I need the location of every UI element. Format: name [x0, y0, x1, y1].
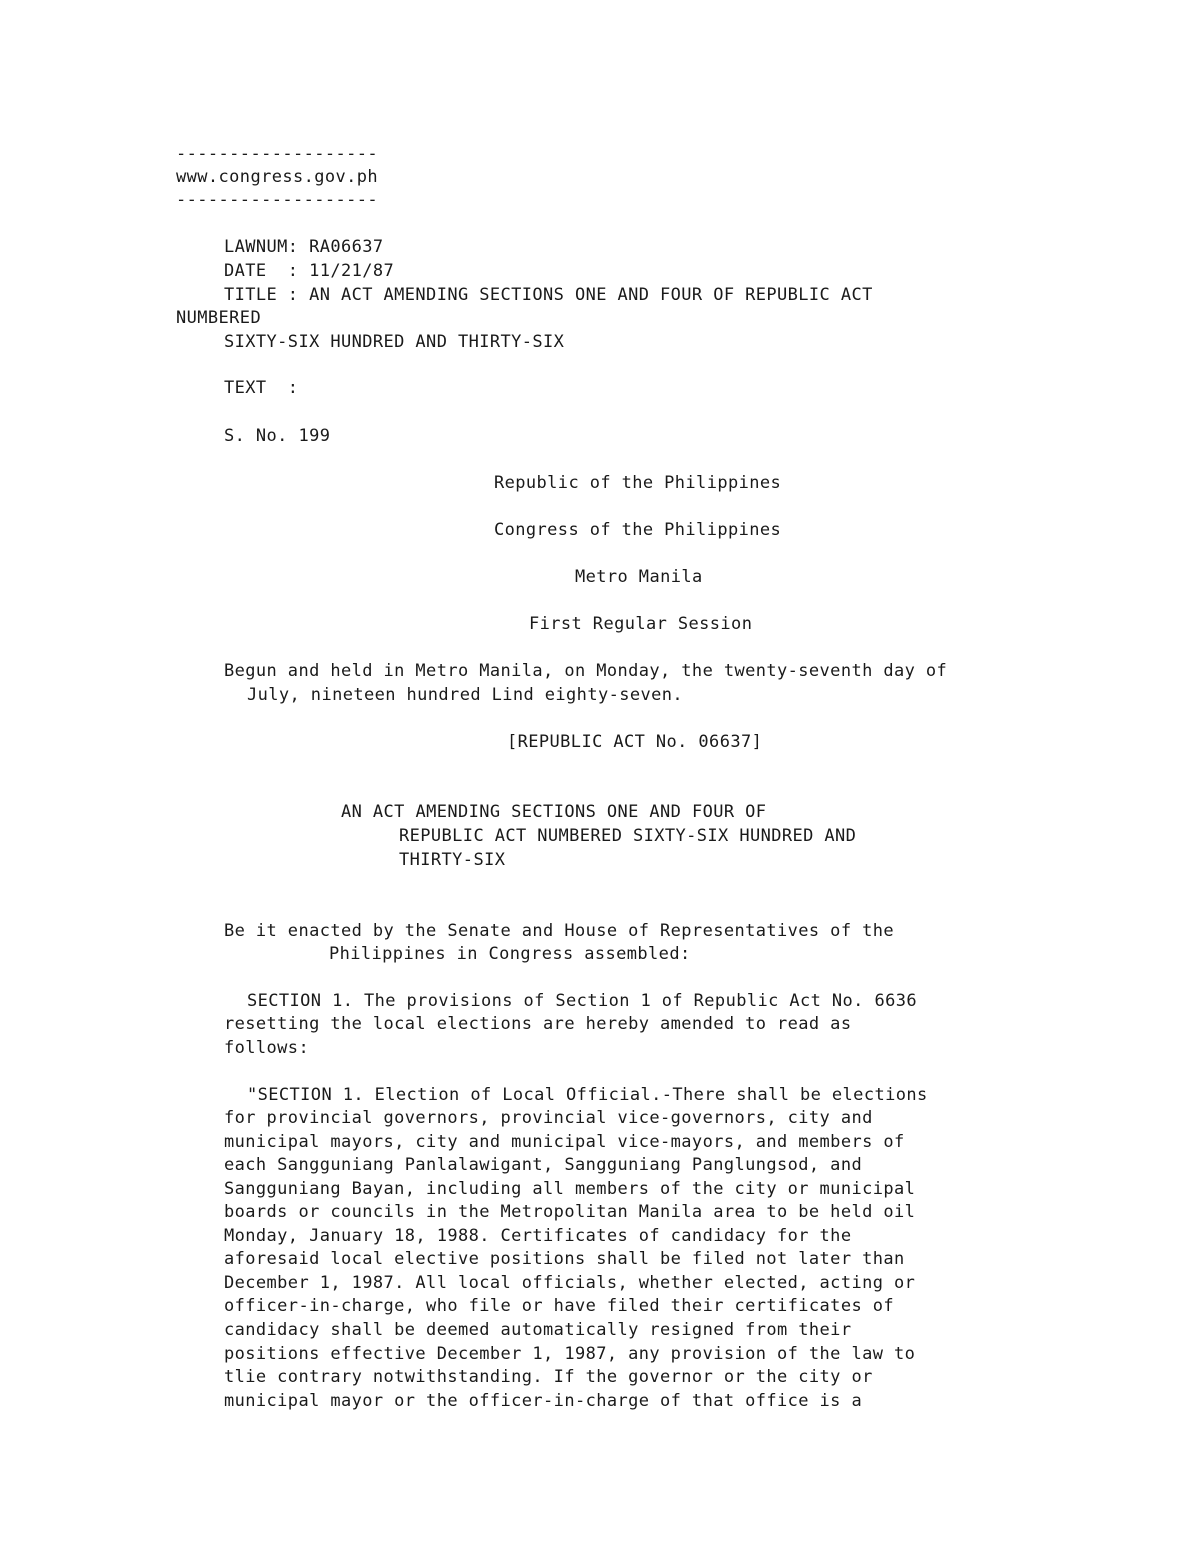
heading-congress: Congress of the Philippines	[494, 520, 782, 540]
quoted-line: municipal mayor or the officer-in-charge of that office is a	[224, 1391, 863, 1411]
enacting-line1: Be it enacted by the Senate and House of Representatives of the	[224, 921, 894, 941]
enacting-line2: Philippines in Congress assembled:	[329, 944, 691, 964]
heading-location: Metro Manila	[575, 567, 703, 587]
meta-title-line1: TITLE : AN ACT AMENDING SECTIONS ONE AND FOUR OF REPUBLIC ACT	[224, 285, 873, 305]
meta-text-label: TEXT :	[224, 378, 299, 398]
section1-line2: resetting the local elections are hereby amended to read as	[224, 1014, 852, 1034]
meta-date: DATE : 11/21/87	[224, 261, 395, 281]
quoted-line: tlie contrary notwithstanding. If the governor or the city or	[224, 1367, 873, 1387]
quoted-line: boards or councils in the Metropolitan Manila area to be held oil	[224, 1202, 916, 1222]
act-title-line1: AN ACT AMENDING SECTIONS ONE AND FOUR OF	[341, 802, 767, 822]
quoted-line: each Sangguniang Panlalawigant, Sangguniang Panglungsod, and	[224, 1155, 863, 1175]
quoted-line: municipal mayors, city and municipal vice-mayors, and members of	[224, 1132, 905, 1152]
act-title-line3: THIRTY-SIX	[399, 850, 506, 870]
heading-republic: Republic of the Philippines	[494, 473, 782, 493]
header-rule-top: -------------------	[176, 144, 379, 164]
begun-line1: Begun and held in Metro Manila, on Monday, the twenty-seventh day of	[224, 661, 948, 681]
act-number: [REPUBLIC ACT No. 06637]	[507, 732, 763, 752]
meta-title-line3: SIXTY-SIX HUNDRED AND THIRTY-SIX	[224, 332, 565, 352]
heading-session: First Regular Session	[529, 614, 753, 634]
meta-bill-no: S. No. 199	[224, 426, 331, 446]
quoted-line: December 1, 1987. All local officials, whether elected, acting or	[224, 1273, 916, 1293]
section1-line3: follows:	[224, 1038, 310, 1058]
quoted-line: Sangguniang Bayan, including all members of the city or municipal	[224, 1179, 916, 1199]
meta-lawnum: LAWNUM: RA06637	[224, 237, 384, 257]
begun-line2: July, nineteen hundred Lind eighty-seven.	[247, 685, 684, 705]
quoted-line: aforesaid local elective positions shall be filed not later than	[224, 1249, 905, 1269]
act-title-line2: REPUBLIC ACT NUMBERED SIXTY-SIX HUNDRED AND	[399, 826, 857, 846]
quoted-line: "SECTION 1. Election of Local Official.-There shall be elections	[247, 1085, 928, 1105]
quoted-line: positions effective December 1, 1987, any provision of the law to	[224, 1344, 916, 1364]
header-site: www.congress.gov.ph	[176, 167, 379, 187]
section1-line1: SECTION 1. The provisions of Section 1 of Republic Act No. 6636	[247, 991, 917, 1011]
header-rule-bottom: -------------------	[176, 190, 379, 210]
quoted-line: candidacy shall be deemed automatically resigned from their	[224, 1320, 852, 1340]
quoted-line: for provincial governors, provincial vice-governors, city and	[224, 1108, 873, 1128]
quoted-line: Monday, January 18, 1988. Certificates of candidacy for the	[224, 1226, 852, 1246]
quoted-line: officer-in-charge, who file or have filed their certificates of	[224, 1296, 894, 1316]
meta-title-line2: NUMBERED	[176, 308, 262, 328]
